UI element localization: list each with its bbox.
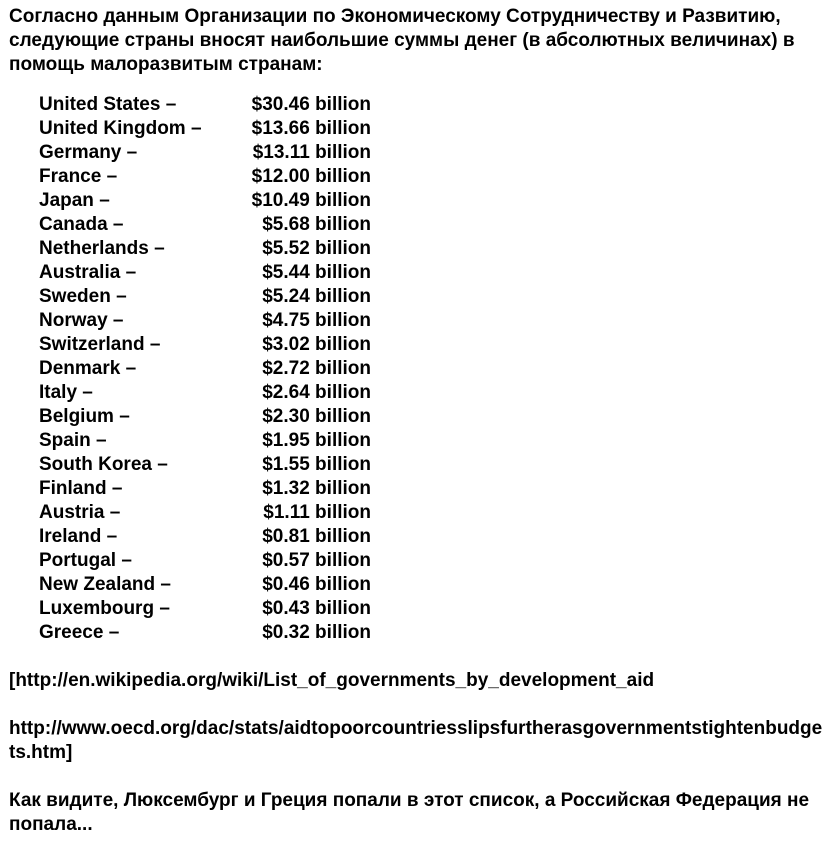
aid-list-item xyxy=(39,597,823,621)
country-name: Ireland – xyxy=(39,526,118,547)
aid-list-item xyxy=(39,477,823,501)
aid-list-item xyxy=(39,621,823,645)
aid-amount: $0.57 billion xyxy=(262,550,371,571)
aid-list-item xyxy=(39,549,823,573)
aid-amount: $13.11 billion xyxy=(252,142,371,163)
aid-list-item xyxy=(39,93,823,117)
aid-amount: $0.81 billion xyxy=(262,526,371,547)
aid-amount: $2.64 billion xyxy=(262,382,371,403)
country-name: Norway – xyxy=(39,310,124,331)
aid-amount: $30.46 billion xyxy=(251,94,371,115)
aid-donor-list xyxy=(39,93,823,645)
aid-amount: $5.52 billion xyxy=(262,238,371,259)
country-name: Spain – xyxy=(39,430,107,451)
aid-list-item xyxy=(39,429,823,453)
aid-amount: $1.11 billion xyxy=(263,502,371,523)
country-name: Austria – xyxy=(39,502,121,523)
aid-list-item xyxy=(39,357,823,381)
country-name: Finland – xyxy=(39,478,123,499)
aid-amount: $5.44 billion xyxy=(262,262,371,283)
aid-list-item xyxy=(39,381,823,405)
aid-amount: $4.75 billion xyxy=(262,310,371,331)
aid-list-item xyxy=(39,261,823,285)
aid-amount: $0.46 billion xyxy=(262,574,371,595)
aid-list-item xyxy=(39,453,823,477)
aid-amount: $3.02 billion xyxy=(262,334,371,355)
aid-list-item xyxy=(39,573,823,597)
country-name: Japan – xyxy=(39,190,110,211)
country-name: Sweden – xyxy=(39,286,127,307)
aid-amount: $10.49 billion xyxy=(251,190,371,211)
country-name: Canada – xyxy=(39,214,124,235)
country-name: Netherlands – xyxy=(39,238,165,259)
aid-list-item xyxy=(39,117,823,141)
aid-list-item xyxy=(39,237,823,261)
aid-amount: $1.32 billion xyxy=(262,478,371,499)
country-name: Australia – xyxy=(39,262,137,283)
aid-list-item xyxy=(39,165,823,189)
aid-amount: $13.66 billion xyxy=(251,118,371,139)
aid-list-item xyxy=(39,405,823,429)
country-name: Portugal – xyxy=(39,550,132,571)
aid-list-item xyxy=(39,141,823,165)
aid-amount: $2.30 billion xyxy=(262,406,371,427)
aid-list-item xyxy=(39,501,823,525)
aid-amount: $5.24 billion xyxy=(262,286,371,307)
aid-amount: $2.72 billion xyxy=(262,358,371,379)
aid-amount: $5.68 billion xyxy=(262,214,371,235)
intro-paragraph: Согласно данным Организации по Экономическому Сотрудничеству и Развитию, следующие страны вносят наибольшие суммы денег (в абсолютных величинах) в помощь малоразвитым странам: xyxy=(9,6,795,75)
conclusion-paragraph: Как видите, Люксембург и Греция попали в этот список, а Российская Федерация не попала... xyxy=(9,790,810,835)
aid-list-item xyxy=(39,525,823,549)
aid-amount: $1.95 billion xyxy=(262,430,371,451)
aid-list-item xyxy=(39,285,823,309)
aid-amount: $12.00 billion xyxy=(251,166,371,187)
aid-amount: $1.55 billion xyxy=(262,454,371,475)
country-name: Switzerland – xyxy=(39,334,161,355)
aid-list-item xyxy=(39,309,823,333)
aid-amount: $0.43 billion xyxy=(262,598,371,619)
country-name: Belgium – xyxy=(39,406,130,427)
aid-list-item xyxy=(39,333,823,357)
country-name: Greece – xyxy=(39,622,120,643)
source-oecd-link: http://www.oecd.org/dac/stats/aidtopoorcountriesslipsfurtherasgovernmentstightenbudgets.htm] xyxy=(9,718,823,763)
country-name: Luxembourg – xyxy=(39,598,170,619)
aid-amount: $0.32 billion xyxy=(262,622,371,643)
country-name: United Kingdom – xyxy=(39,118,202,139)
country-name: Germany – xyxy=(39,142,138,163)
country-name: France – xyxy=(39,166,118,187)
country-name: South Korea – xyxy=(39,454,168,475)
country-name: New Zealand – xyxy=(39,574,171,595)
country-name: Italy – xyxy=(39,382,93,403)
country-name: United States – xyxy=(39,94,177,115)
source-wikipedia-link: [http://en.wikipedia.org/wiki/List_of_governments_by_development_aid xyxy=(9,670,655,691)
country-name: Denmark – xyxy=(39,358,137,379)
aid-list-item xyxy=(39,189,823,213)
aid-list-item xyxy=(39,213,823,237)
